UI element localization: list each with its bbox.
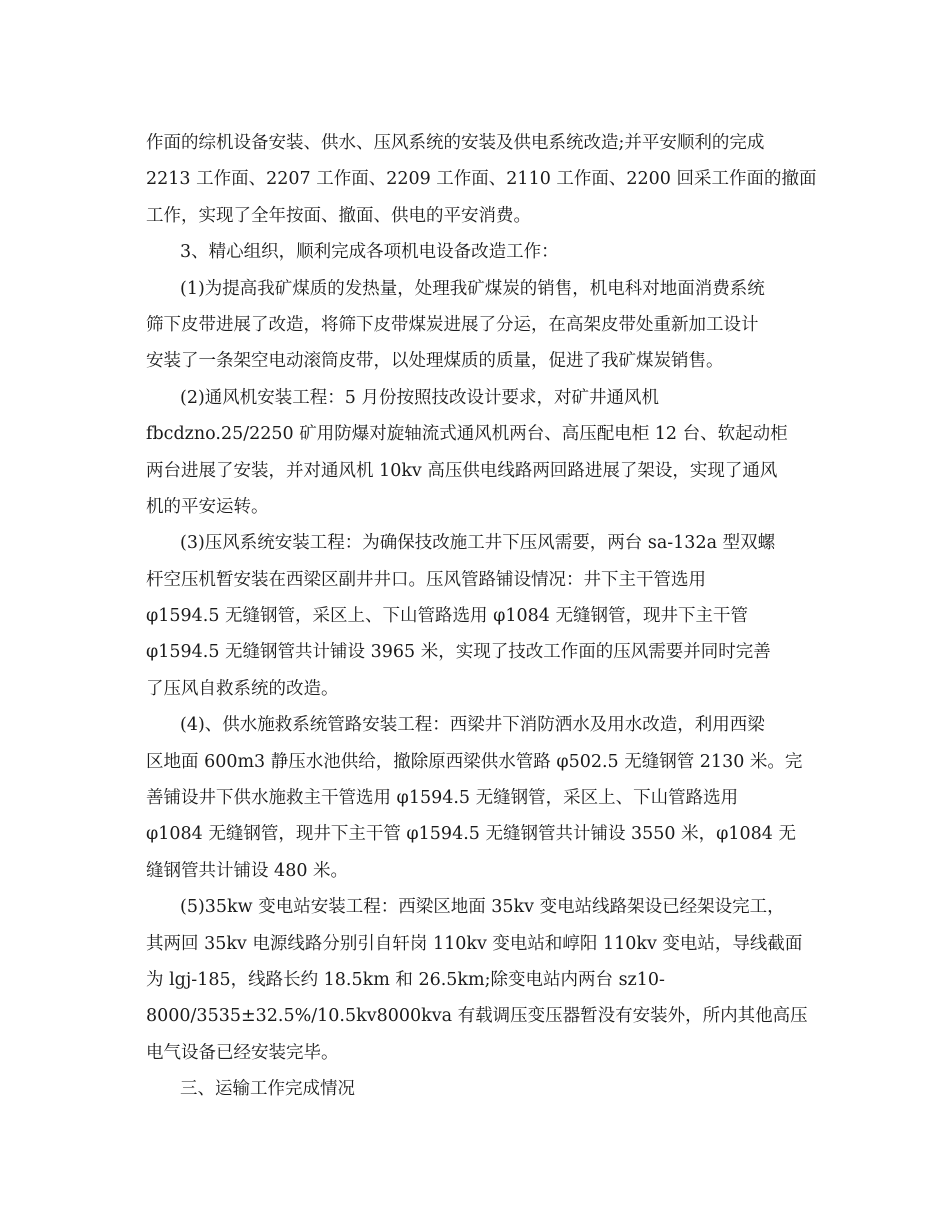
text-line: (3)压风系统安装工程：为确保技改施工井下压风需要，两台 sa-132a 型双螺 bbox=[180, 533, 776, 554]
text-line: 作面的综机设备安装、供水、压风系统的安装及供电系统改造;并平安顺利的完成 bbox=[146, 133, 765, 153]
text-line: fbcdzno.25/2250 矿用防爆对旋轴流式通风机两台、高压配电柜 12 台、软起动柜 bbox=[146, 424, 788, 445]
document-body bbox=[146, 125, 817, 1108]
text-line: 了压风自救系统的改造。 bbox=[146, 678, 339, 699]
text-line: 8000/3535±32.5%/10.5kv8000kva 有载调压变压器暂没有安装外，所内其他高压 bbox=[146, 1006, 808, 1027]
text-line: φ1594.5 无缝钢管共计铺设 3965 米，实现了技改工作面的压风需要并同时完善 bbox=[146, 642, 771, 663]
text-line: 筛下皮带进展了改造，将筛下皮带煤炭进展了分运，在高架皮带处重新加工设计 bbox=[146, 314, 759, 335]
text-line: 3、精心组织，顺利完成各项机电设备改造工作： bbox=[180, 242, 559, 263]
text-line: (4)、供水施救系统管路安装工程：西梁井下消防洒水及用水改造，利用西梁 bbox=[180, 715, 765, 736]
text-line: 电气设备已经安装完毕。 bbox=[146, 1042, 339, 1063]
text-line: 2213 工作面、2207 工作面、2209 工作面、2110 工作面、2200 回采工作面的撤面 bbox=[146, 169, 817, 190]
text-line: 机的平安运转。 bbox=[146, 496, 269, 517]
text-line: 善铺设井下供水施救主干管选用 φ1594.5 无缝钢管，采区上、下山管路选用 bbox=[146, 788, 739, 809]
text-line: 工作，实现了全年按面、撤面、供电的平安消费。 bbox=[146, 205, 531, 226]
text-line: 杆空压机暂安装在西梁区副井井口。压风管路铺设情况：井下主干管选用 bbox=[146, 569, 706, 590]
text-line: (2)通风机安装工程：5 月份按照技改设计要求，对矿井通风机 bbox=[180, 387, 659, 408]
text-line: (5)35kw 变电站安装工程：西梁区地面 35kv 变电站线路架设已经架设完工， bbox=[180, 897, 785, 918]
text-line: 其两回 35kv 电源线路分别引自轩岗 110kv 变电站和崞阳 110kv 变电站，导线截面 bbox=[146, 933, 803, 954]
text-line: 区地面 600m3 静压水池供给，撤除原西梁供水管路 φ502.5 无缝钢管 2130 米。完 bbox=[146, 751, 803, 772]
text-line: 为 lgj-185，线路长约 18.5km 和 26.5km;除变电站内两台 sz10- bbox=[146, 969, 665, 990]
text-line: φ1084 无缝钢管，现井下主干管 φ1594.5 无缝钢管共计铺设 3550 米，φ1084 无 bbox=[146, 824, 796, 845]
text-line: (1)为提高我矿煤质的发热量，处理我矿煤炭的销售，机电科对地面消费系统 bbox=[180, 278, 765, 299]
text-line: 安装了一条架空电动滚筒皮带，以处理煤质的质量，促进了我矿煤炭销售。 bbox=[146, 351, 724, 372]
text-line: φ1594.5 无缝钢管，采区上、下山管路选用 φ1084 无缝钢管，现井下主干管 bbox=[146, 606, 748, 627]
text-line: 两台进展了安装，并对通风机 10kv 高压供电线路两回路进展了架设，实现了通风 bbox=[146, 460, 778, 481]
text-line: 三、运输工作完成情况 bbox=[180, 1079, 355, 1100]
text-line: 缝钢管共计铺设 480 米。 bbox=[146, 860, 349, 881]
